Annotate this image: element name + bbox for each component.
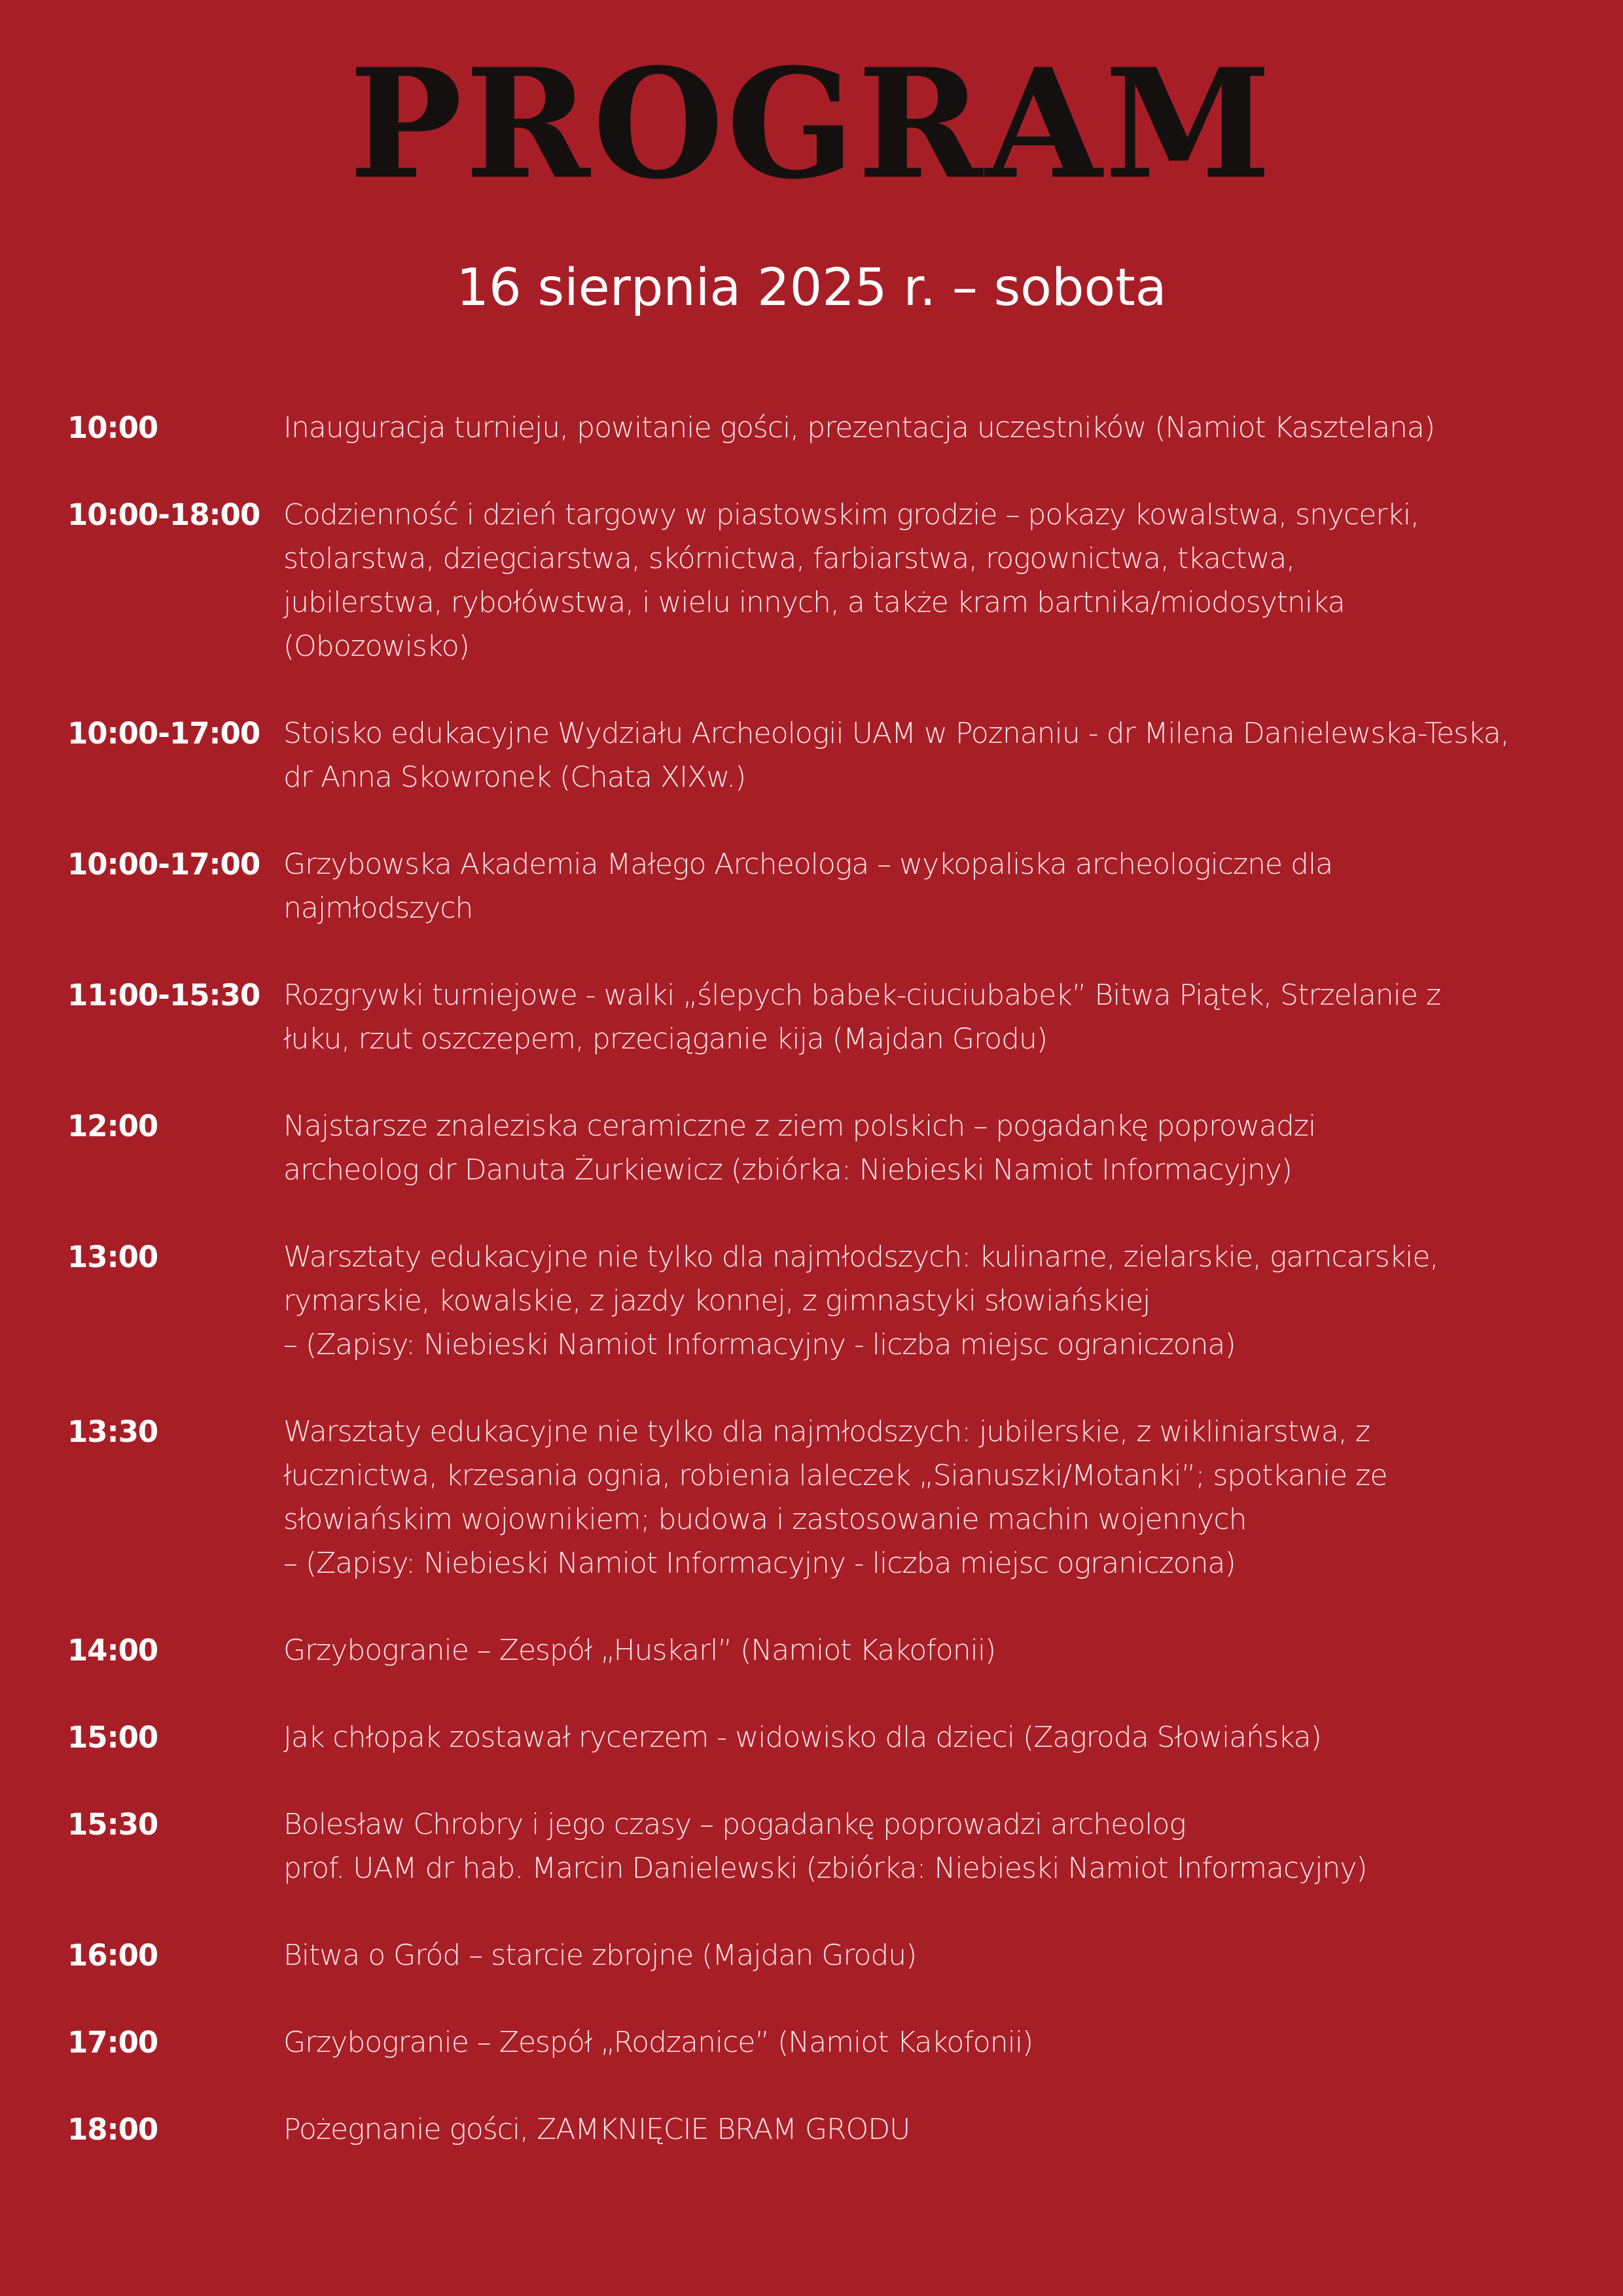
description-line: Pożegnanie gości, ZAMKNIĘCIE BRAM GRODU (283, 2113, 910, 2146)
description-line: Codzienność i dzień targowy w piastowskim grodzie – pokazy kowalstwa, snycerki, (283, 498, 1419, 531)
schedule-time: 17:00 (67, 2025, 158, 2060)
schedule-time: 11:00-15:30 (67, 978, 260, 1013)
description-line: dr Anna Skowronek (Chata XIXw.) (283, 761, 746, 794)
schedule-row (67, 711, 1573, 799)
schedule-time: 18:00 (67, 2112, 158, 2147)
description-line: Stoisko edukacyjne Wydziału Archeologii UAM w Poznaniu - dr Milena Danielewska-Teska, (283, 717, 1509, 750)
description-line: rymarskie, kowalskie, z jazdy konnej, z gimnastyki słowiańskiej (283, 1284, 1150, 1318)
schedule-description (283, 842, 1573, 930)
schedule-row (67, 2020, 1573, 2064)
description-line: Grzybowska Akademia Małego Archeologa – wykopaliska archeologiczne dla (283, 848, 1333, 881)
schedule-row (67, 1628, 1573, 1672)
description-line: Najstarsze znaleziska ceramiczne z ziem polskich – pogadankę poprowadzi (283, 1109, 1316, 1143)
schedule-time: 12:00 (67, 1109, 158, 1143)
description-line: Grzybogranie – Zespół „Rodzanice” (Namiot Kakofonii) (283, 2026, 1033, 2059)
description-line: Warsztaty edukacyjne nie tylko dla najmłodszych: kulinarne, zielarskie, garncarskie, (283, 1240, 1438, 1274)
schedule-time: 10:00-17:00 (67, 847, 260, 882)
description-line: najmłodszych (283, 891, 473, 925)
description-line: łucznictwa, krzesania ognia, robienia laleczek „Sianuszki/Motanki”; spotkanie ze (283, 1459, 1387, 1492)
schedule-time: 15:00 (67, 1720, 158, 1755)
description-line: (Obozowisko) (283, 630, 469, 663)
schedule-description (283, 493, 1573, 668)
schedule-row (67, 1410, 1573, 1585)
schedule-time: 13:00 (67, 1240, 158, 1274)
page-title: PROGRAM (349, 36, 1274, 213)
schedule-description (283, 1715, 1573, 1759)
description-line: Bitwa o Gród – starcie zbrojne (Majdan Grodu) (283, 1939, 917, 1972)
schedule-row (67, 1104, 1573, 1192)
description-line: Inauguracja turnieju, powitanie gości, prezentacja uczestników (Namiot Kasztelana) (283, 411, 1435, 444)
description-line: Grzybogranie – Zespół „Huskarl” (Namiot Kakofonii) (283, 1634, 996, 1667)
description-line: łuku, rzut oszczepem, przeciąganie kija (Majdan Grodu) (283, 1022, 1047, 1056)
schedule-row (67, 973, 1573, 1061)
schedule-row (67, 842, 1573, 930)
description-line: – (Zapisy: Niebieski Namiot Informacyjny - liczba miejsc ograniczona) (283, 1547, 1236, 1580)
schedule-row (67, 406, 1573, 450)
schedule-description (283, 1235, 1573, 1367)
schedule-row (67, 1235, 1573, 1367)
schedule-time: 15:30 (67, 1807, 158, 1842)
schedule-description (283, 2108, 1573, 2151)
description-line: słowiańskim wojownikiem; budowa i zastosowanie machin wojennych (283, 1503, 1247, 1536)
schedule-row (67, 1933, 1573, 1977)
description-line: archeolog dr Danuta Żurkiewicz (zbiórka: Niebieski Namiot Informacyjny) (283, 1153, 1292, 1187)
description-line: Warsztaty edukacyjne nie tylko dla najmłodszych: jubilerskie, z wikliniarstwa, z (283, 1415, 1370, 1448)
schedule-list (67, 406, 1573, 2195)
schedule-description (283, 1104, 1573, 1192)
schedule-description (283, 1803, 1573, 1890)
schedule-description (283, 1410, 1573, 1585)
schedule-description (283, 406, 1573, 450)
description-line: prof. UAM dr hab. Marcin Danielewski (zbiórka: Niebieski Namiot Informacyjny) (283, 1852, 1367, 1885)
schedule-row (67, 1803, 1573, 1890)
description-line: jubilerstwa, rybołówstwa, i wielu innych, a także kram bartnika/miodosytnika (283, 586, 1345, 619)
schedule-time: 14:00 (67, 1633, 158, 1668)
schedule-row (67, 1715, 1573, 1759)
schedule-row (67, 493, 1573, 668)
description-line: stolarstwa, dziegciarstwa, skórnictwa, farbiarstwa, rogownictwa, tkactwa, (283, 542, 1295, 575)
event-date: 16 sierpnia 2025 r. – sobota (456, 259, 1167, 317)
schedule-row (67, 2108, 1573, 2151)
description-line: – (Zapisy: Niebieski Namiot Informacyjny - liczba miejsc ograniczona) (283, 1328, 1236, 1361)
schedule-time: 10:00 (67, 410, 158, 445)
schedule-description (283, 1933, 1573, 1977)
description-line: Jak chłopak zostawał rycerzem - widowisko dla dzieci (Zagroda Słowiańska) (283, 1721, 1321, 1754)
schedule-time: 10:00-17:00 (67, 716, 260, 751)
schedule-time: 13:30 (67, 1414, 158, 1449)
schedule-time: 16:00 (67, 1938, 158, 1973)
schedule-description (283, 2020, 1573, 2064)
schedule-description (283, 973, 1573, 1061)
description-line: Rozgrywki turniejowe - walki „ślepych babek-ciuciubabek” Bitwa Piątek, Strzelanie z (283, 978, 1441, 1012)
schedule-description (283, 1628, 1573, 1672)
schedule-description (283, 711, 1573, 799)
description-line: Bolesław Chrobry i jego czasy – pogadankę poprowadzi archeolog (283, 1808, 1186, 1841)
schedule-time: 10:00-18:00 (67, 497, 260, 532)
